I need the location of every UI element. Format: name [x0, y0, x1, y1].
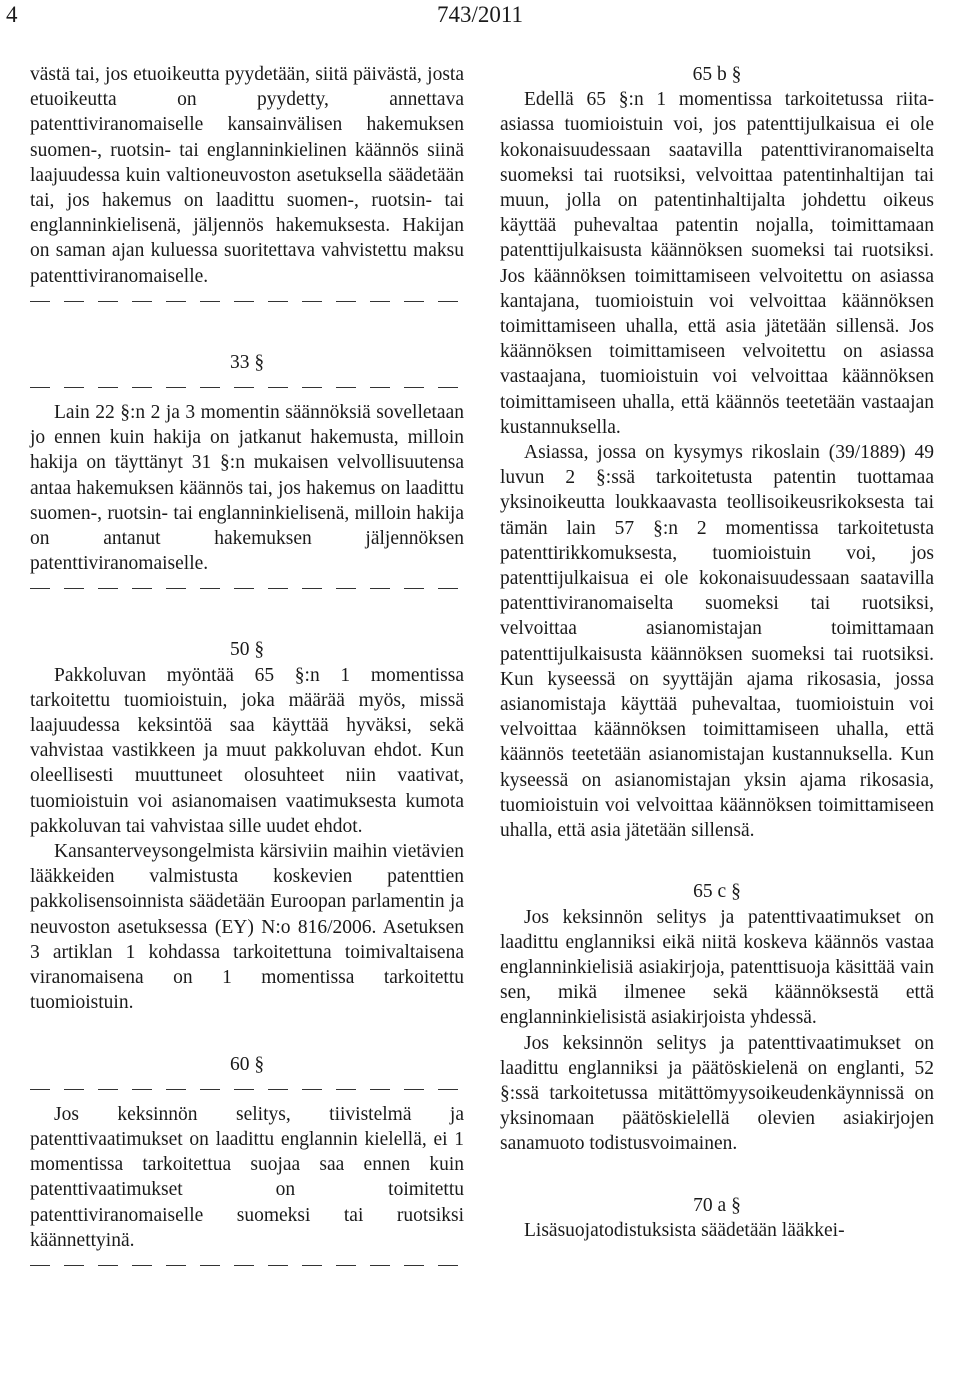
left-column: [30, 62, 464, 1278]
section-65b-paragraph-2: Asiassa, jossa on kysymys rikoslain (39/1889) 49 luvun 2 §:ssä tarkoitetusta patentin tuottamaa yksinoikeutta loukkaavasta teollisoikeusrikoksesta tai tämän lain 57 §:n 2 momentissa tarkoitetusta patenttirikkomuksesta, tuomioistuin voi, jos patenttijulkaisua ei ole kokonaisuudessaan saatavilla patenttiviranomaiselta suomeksi tai ruotsiksi, velvoittaa asianomistajan toimittamaan patenttijulkaisusta käännöksen suomeksi tai ruotsiksi. Kun kyseessä on syyttäjän ajama rikosasia, jossa asianomistaja käyttää puhevaltaa, tuomioistuin voi velvoittaa käännöksen toimittamiseen uhalla, että käännös teetetään asianomistajan kustannuksella. Kun kyseessä on asianomistajan yksin ajama rikosasia, tuomioistuin voi velvoittaa käännöksen toimittamiseen uhalla, että asia jätetään sillensä.: [500, 442, 934, 842]
section-65b-title: 65 b §: [692, 64, 742, 85]
section-65c-paragraph-2: Jos keksinnön selitys ja patenttivaatimukset on laadittu englanniksi ja päätöskielenä on englanti, 52 §:ssä tarkoitetussa mitättömyysoikeudenkäynnissä on yksinomaan päätöskielellä olevien asiakirjojen sanamuoto todistusvoimainen.: [500, 1032, 934, 1155]
section-65c-paragraph-1: Jos keksinnön selitys ja patenttivaatimukset on laadittu englanniksi eikä niitä koskeva käännös vastaa englanninkielisiä asiakirjoja, patenttisuoja käsittää vain sen, mikä ilmenee sekä käännöksestä että englanninkielisistä asiakirjoista yhdessä.: [500, 906, 934, 1029]
page-header: [0, 0, 960, 40]
omission-dash-line: [30, 576, 464, 601]
section-60-title: 60 §: [229, 1053, 265, 1075]
document-number: 743/2011: [436, 2, 524, 27]
omission-dash-line: [30, 1077, 464, 1102]
section-60-text: Jos keksinnön selitys, tiivistelmä ja patenttivaatimukset on laadittu englannin kielellä, ei 1 momentissa tarkoitettua suojaa saa ennen kuin patenttivaatimukset on toimitettu patenttiviranomaiselle suomeksi tai ruotsiksi käännettyinä.: [30, 1103, 464, 1251]
section-70a-title: 70 a §: [693, 1194, 741, 1216]
intro-paragraph: västä tai, jos etuoikeutta pyydetään, siitä päivästä, josta etuoikeutta on pyydetty, annettava patenttiviranomaiselle kansainvälisen hakemuksen suomen-, ruotsin- tai englanninkielinen käännös siinä laajuudessa kuin valtioneuvoston asetuksella säädetään tai, jos hakemus on laadittu suomen-, ruotsin- tai englanninkielisenä, jäljennös hakemuksesta. Hakijan on saman ajan kuluessa suoritettava vahvistettu maksu patenttiviranomaiselle.: [30, 64, 464, 287]
section-65c-title: 65 c §: [693, 881, 741, 903]
section-65b-paragraph-1: Edellä 65 §:n 1 momentissa tarkoitetussa riita-asiassa tuomioistuin voi, jos patenttijulkaisua ei ole kokonaisuudessaan saatavilla patenttiviranomaiselta suomeksi tai ruotsiksi, velvoittaa patentinhaltijan tai muun, jolla on patentinhaltijalta johdettu oikeus käyttää puhevaltaa patentin nojalla, toimittamaan patenttijulkaisusta käännöksen suomeksi tai ruotsiksi. Jos käännöksen toimittamiseen velvoitettu on asiassa kantajana, tuomioistuin voi velvoittaa käännöksen toimittamiseen uhalla, että asia jätetään sillensä. Jos käännöksen toimittamiseen velvoitettu on asiassa vastaajana, tuomioistuin voi velvoittaa käännöksen toimittamiseen uhalla, että käännös teetetään vastaajan kustannuksella.: [500, 89, 934, 438]
omission-dash-line: [30, 289, 464, 314]
page-number: 4: [6, 2, 18, 27]
section-33-title: 33 §: [229, 351, 265, 373]
section-33-text: Lain 22 §:n 2 ja 3 momentin säännöksiä sovelletaan jo ennen kuin hakija on jatkanut hakemusta, milloin hakija on täyttänyt 31 §:n mukaisen velvollisuutensa antaa hakemuksen käännös tai, jos hakemus on laadittu suomen-, ruotsin- tai englanninkielisenä, milloin hakija on antanut hakemuksen jäljennöksen patenttiviranomaiselle.: [30, 402, 464, 575]
section-70a-text: Lisäsuojatodistuksista säädetään lääkkei-: [524, 1219, 845, 1241]
omission-dash-line: [30, 375, 464, 400]
section-50-paragraph-2: Kansanterveysongelmista kärsiviin maihin vietävien lääkkeiden valmistusta koskevien patenttien pakkolisensoinnista säädetään Euroopan parlamentin ja neuvoston asetuksessa (EY) N:o 816/2006. Asetuksen 3 artiklan 1 kohdassa tarkoitettuna toimivaltaisena viranomaisena on 1 momentissa tarkoitettu tuomioistuin.: [30, 841, 464, 1014]
omission-dash-line: [30, 1253, 464, 1278]
section-50-title: 50 §: [229, 639, 265, 661]
right-column: [500, 62, 934, 1243]
section-50-paragraph-1: Pakkoluvan myöntää 65 §:n 1 momentissa tarkoitettu tuomioistuin, joka määrää myös, missä laajuudessa keksintöä saa käyttää hyväksi, sekä vahvistaa vastikkeen ja muut pakkoluvan ehdot. Kun oleellisesti muuttuneet olosuhteet niin vaativat, tuomioistuin voi asianomaisen vaatimuksesta kumota pakkoluvan tai vahvistaa sille uudet ehdot.: [30, 664, 464, 837]
